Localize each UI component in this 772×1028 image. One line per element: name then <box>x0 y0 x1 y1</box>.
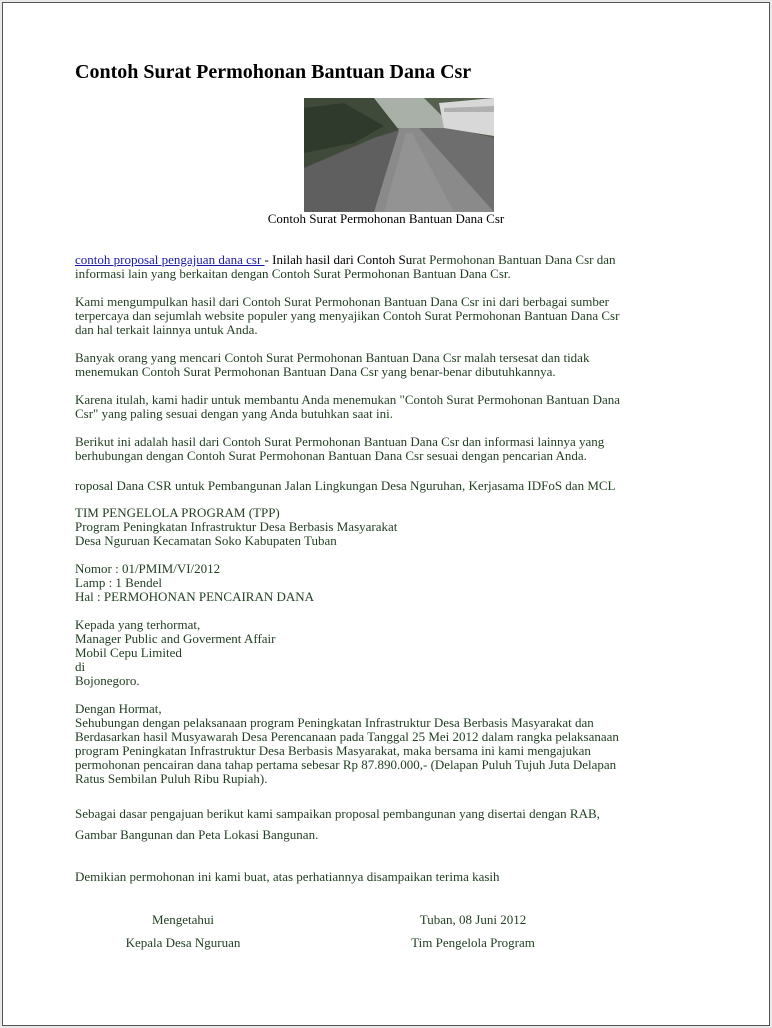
signature-left <box>98 912 268 951</box>
paragraph-2 <box>75 295 715 337</box>
signature-right-date: Tuban, 08 Juni 2012 <box>419 912 527 927</box>
body-line: Ratus Sembilan Puluh Ribu Rupiah). <box>75 771 268 786</box>
letter-body <box>75 702 715 786</box>
recipient-block <box>75 618 715 688</box>
para5-line: Berikut ini adalah hasil dari Contoh Surat Permohonan Bantuan Dana Csr dan informasi lainnya yang <box>75 434 605 449</box>
signature-right-role: Tim Pengelola Program <box>411 935 535 950</box>
body-line: permohonan pencairan dana tahap pertama sebesar Rp 87.890.000,- (Delapan Puluh Tujuh Juta Delapan <box>75 757 617 772</box>
letter-meta-block <box>75 562 715 604</box>
intro-dash-text: - Inilah hasil dari Contoh Su <box>264 252 413 267</box>
paragraph-3 <box>75 351 715 379</box>
image-caption: Contoh Surat Permohonan Bantuan Dana Csr <box>267 211 505 226</box>
para2-line: dan hal terkait lainnya untuk Anda. <box>75 322 258 337</box>
organization-block <box>75 506 715 548</box>
recipient-line: Mobil Cepu Limited <box>75 645 182 660</box>
intro-line2: informasi lain yang berkaitan dengan Contoh Surat Permohonan Bantuan Dana Csr. <box>75 266 511 281</box>
body-line: Berdasarkan hasil Musyawarah Desa Perencanaan pada Tanggal 25 Mei 2012 dalam rangka pelaksanaan <box>75 729 619 744</box>
basis-text: Sebagai dasar pengajuan berikut kami sampaikan proposal pembangunan yang disertai dengan RAB, <box>75 806 600 821</box>
recipient-line: di <box>75 659 86 674</box>
document-title: Contoh Surat Permohonan Bantuan Dana Csr <box>75 61 472 83</box>
document-page <box>2 2 770 1026</box>
paragraph-6 <box>75 479 715 493</box>
org-line: TIM PENGELOLA PROGRAM (TPP) <box>75 505 280 520</box>
closing-text: Demikian permohonan ini kami buat, atas perhatiannya disampaikan terima kasih <box>75 869 500 884</box>
meta-number: Nomor : 01/PMIM/VI/2012 <box>75 561 221 576</box>
signature-right <box>388 912 558 951</box>
para2-line: terpercaya dan sejumlah website populer yang menyajikan Contoh Surat Permohonan Bantuan Dana Csr <box>75 308 620 323</box>
basis-line-2 <box>75 828 715 842</box>
para4-line: Csr" yang paling sesuai dengan yang Anda butuhkan saat ini. <box>75 406 393 421</box>
para3-line: Banyak orang yang mencari Contoh Surat Permohonan Bantuan Dana Csr malah tersesat dan tidak <box>75 350 590 365</box>
basis-text: Gambar Bangunan dan Peta Lokasi Bangunan. <box>75 827 319 842</box>
org-line: Program Peningkatan Infrastruktur Desa Berbasis Masyarakat <box>75 519 398 534</box>
closing-line <box>75 870 715 884</box>
recipient-line: Manager Public and Goverment Affair <box>75 631 276 646</box>
recipient-line: Kepada yang terhormat, <box>75 617 201 632</box>
para3-line: menemukan Contoh Surat Permohonan Bantuan Dana Csr yang benar-benar dibutuhkannya. <box>75 364 556 379</box>
signature-left-title: Mengetahui <box>151 912 215 927</box>
body-line: program Peningkatan Infrastruktur Desa Berbasis Masyarakat, maka bersama ini kami mengajukan <box>75 743 591 758</box>
recipient-line: Bojonegoro. <box>75 673 140 688</box>
basis-line-1 <box>75 807 715 821</box>
body-line: Dengan Hormat, <box>75 701 162 716</box>
intro-line1-rest: rat Permohonan Bantuan Dana Csr dan <box>412 252 616 267</box>
proposal-link[interactable]: contoh proposal pengajuan dana csr <box>75 252 265 267</box>
signature-left-role: Kepala Desa Nguruan <box>125 935 241 950</box>
org-line: Desa Nguruan Kecamatan Soko Kabupaten Tuban <box>75 533 337 548</box>
intro-paragraph <box>75 253 715 281</box>
paragraph-5 <box>75 435 715 463</box>
meta-attachment: Lamp : 1 Bendel <box>75 575 163 590</box>
para6-line: roposal Dana CSR untuk Pembangunan Jalan Lingkungan Desa Nguruhan, Kerjasama IDFoS dan MCL <box>75 478 616 493</box>
para5-line: berhubungan dengan Contoh Surat Permohonan Bantuan Dana Csr sesuai dengan pencarian Anda. <box>75 448 587 463</box>
meta-subject: Hal : PERMOHONAN PENCAIRAN DANA <box>75 589 315 604</box>
road-photo <box>304 98 494 212</box>
body-line: Sehubungan dengan pelaksanaan program Peningkatan Infrastruktur Desa Berbasis Masyarakat dan <box>75 715 594 730</box>
paragraph-4 <box>75 393 715 421</box>
para2-line: Kami mengumpulkan hasil dari Contoh Surat Permohonan Bantuan Dana Csr ini dari berbagai sumber <box>75 294 609 309</box>
para4-line: Karena itulah, kami hadir untuk membantu Anda menemukan "Contoh Surat Permohonan Bantuan Dana <box>75 392 621 407</box>
